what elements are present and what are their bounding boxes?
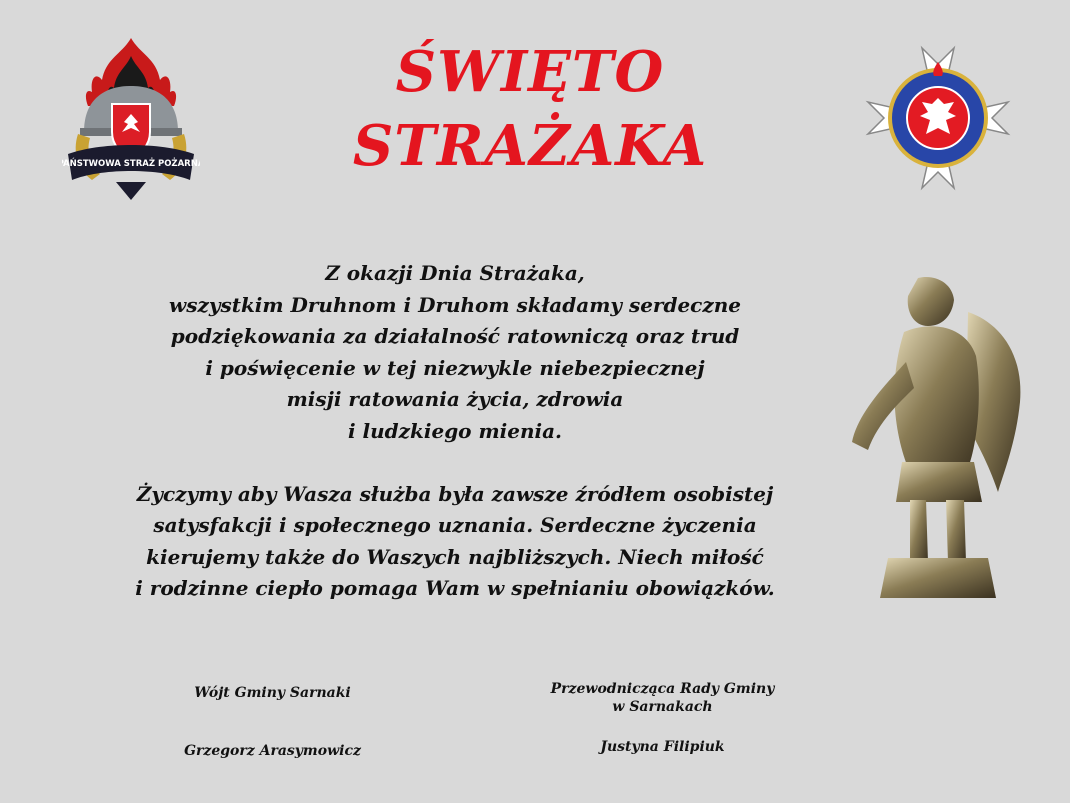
message-line: podziękowania za działalność ratowniczą oraz trud [170, 324, 740, 348]
message-paragraph-2 [60, 479, 850, 605]
title-line-1: ŚWIĘTO [395, 39, 665, 105]
signature-right-role-2: w Sarnakach [612, 699, 713, 715]
message-line: misji ratowania życia, zdrowia [286, 387, 624, 411]
page-title [330, 35, 730, 183]
message-line: Z okazji Dnia Strażaka, [325, 261, 585, 285]
message-line: i rodzinne ciepło pomaga Wam w spełnianiu obowiązków. [135, 576, 775, 600]
signature-right-name: Justyna Filipiuk [600, 739, 725, 755]
signature-right-role-1: Przewodnicząca Rady Gminy [550, 681, 775, 697]
title-line-2: STRAŻAKA [352, 113, 708, 179]
message-line: satysfakcji i społecznego uznania. Serdeczne życzenia [153, 513, 757, 537]
message-line: Życzymy aby Wasza służba była zawsze źródłem osobistej [136, 481, 774, 506]
greeting-message [60, 258, 850, 605]
psp-emblem-icon [62, 34, 200, 204]
message-line: kierujemy także do Waszych najbliższych. Niech miłość [146, 544, 764, 569]
message-line: wszystkim Druhnom i Druhom składamy serdeczne [169, 292, 741, 317]
signature-right [510, 680, 815, 756]
signature-left [150, 684, 395, 760]
svg-text:PAŃSTWOWA STRAŻ POŻARNA: PAŃSTWOWA STRAŻ POŻARNA [62, 159, 200, 169]
message-line: i poświęcenie w tej niezwykle niebezpiecznej [205, 355, 705, 380]
signature-left-name: Grzegorz Arasymowicz [184, 743, 361, 759]
saint-florian-statue-icon [848, 272, 1028, 612]
zosp-rp-badge-icon [862, 42, 1014, 194]
message-paragraph-1 [60, 258, 850, 447]
message-line: i ludzkiego mienia. [347, 418, 563, 443]
signature-left-role: Wójt Gminy Sarnaki [194, 685, 351, 701]
